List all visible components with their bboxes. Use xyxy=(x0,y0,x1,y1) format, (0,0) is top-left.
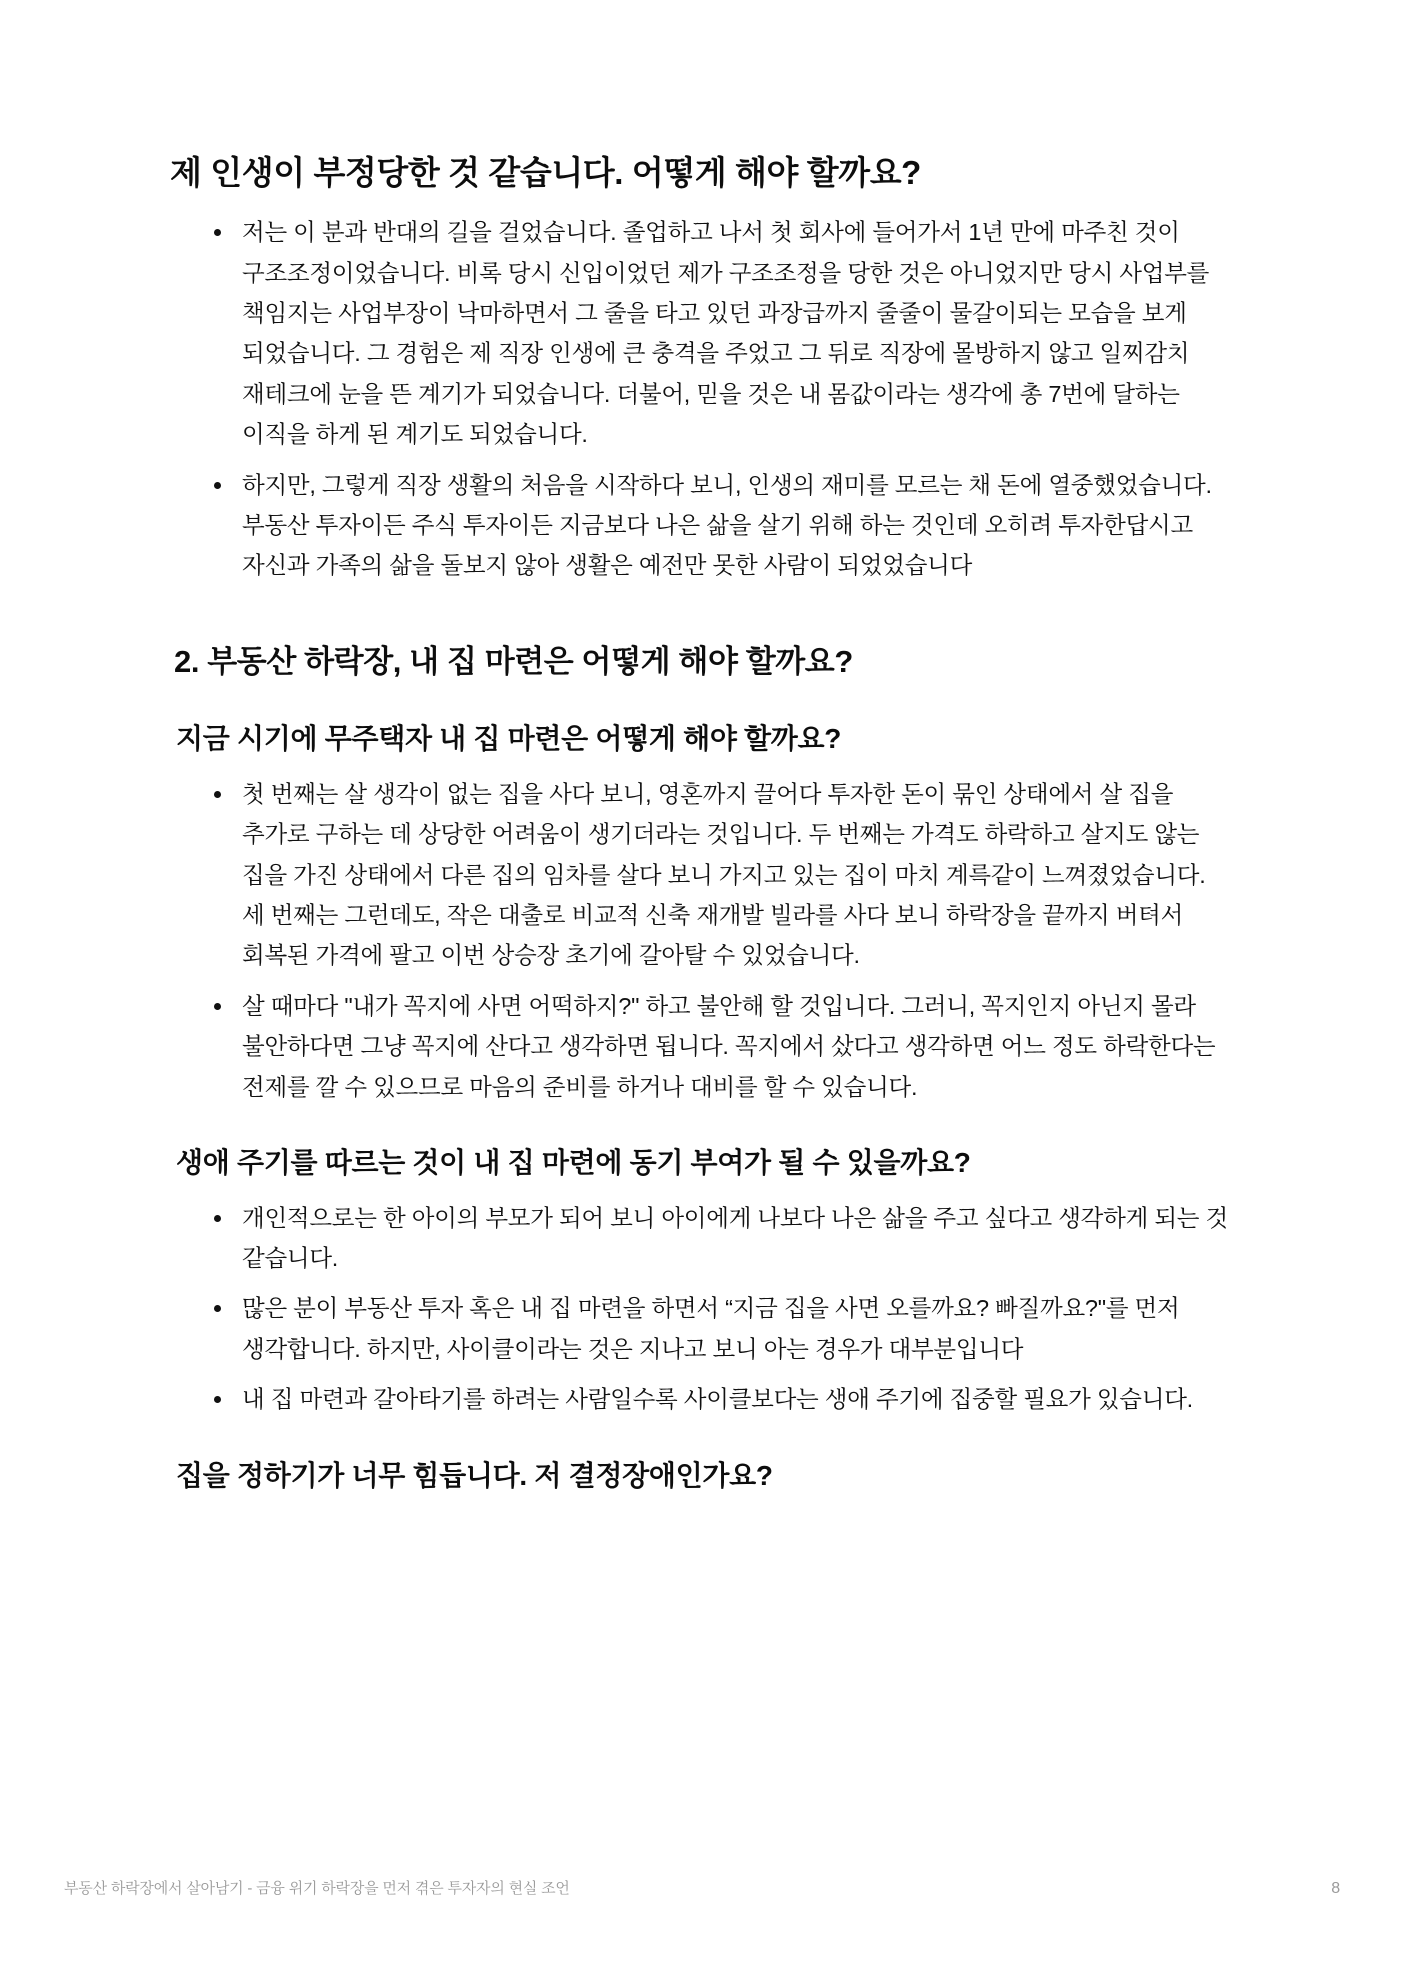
list-item: 저는 이 분과 반대의 길을 걸었습니다. 졸업하고 나서 첫 회사에 들어가서 1년 만에 마주친 것이 구조조정이었습니다. 비록 당시 신입이었던 제가 구조조정을 당한 것은 아니었지만 당시 사업부를 책임지는 사업부장이 낙마하면서 그 줄을 타고 있던 과장급까지 줄줄이 물갈이되는 모습을 보게 되었습니다. 그 경험은 제 직장 인생에 큰 충격을 주었고 그 뒤로 직장에 몰방하지 않고 일찌감치 재테크에 눈을 뜬 계기가 되었습니다. 더불어, 믿을 것은 내 몸값이라는 생각에 총 7번에 달하는 이직을 하게 된 계기도 되었습니다. xyxy=(206,212,1234,454)
list-item: 내 집 마련과 갈아타기를 하려는 사람일수록 사이클보다는 생애 주기에 집중할 필요가 있습니다. xyxy=(206,1379,1234,1419)
page-footer xyxy=(0,1877,1404,1898)
section-list-1 xyxy=(170,212,1234,586)
section-heading-3: 지금 시기에 무주택자 내 집 마련은 어떻게 해야 할까요? xyxy=(176,723,842,755)
section-heading-5: 집을 정하기가 너무 힘듭니다. 저 결정장애인가요? xyxy=(176,1459,773,1491)
footer-caption: 부동산 하락장에서 살아남기 - 금융 위기 하락장을 먼저 겪은 투자자의 현실 조언 xyxy=(64,1880,570,1897)
list-item: 많은 분이 부동산 투자 혹은 내 집 마련을 하면서 “지금 집을 사면 오를까요? 빠질까요?"를 먼저 생각합니다. 하지만, 사이클이라는 것은 지나고 보니 아는 경우가 대부분입니다 xyxy=(206,1288,1234,1369)
section-list-4 xyxy=(170,1198,1234,1420)
section-heading-2: 2. 부동산 하락장, 내 집 마련은 어떻게 해야 할까요? xyxy=(174,643,853,679)
list-item: 첫 번째는 살 생각이 없는 집을 사다 보니, 영혼까지 끌어다 투자한 돈이 묶인 상태에서 살 집을 추가로 구하는 데 상당한 어려움이 생기더라는 것입니다. 두 번째는 가격도 하락하고 살지도 않는 집을 가진 상태에서 다른 집의 임차를 살다 보니 가지고 있는 집이 마치 계륵같이 느껴졌었습니다. 세 번째는 그런데도, 작은 대출로 비교적 신축 재개발 빌라를 사다 보니 하락장을 끝까지 버텨서 회복된 가격에 팔고 이번 상승장 초기에 갈아탈 수 있었습니다. xyxy=(206,774,1234,976)
list-item: 하지만, 그렇게 직장 생활의 처음을 시작하다 보니, 인생의 재미를 모르는 채 돈에 열중했었습니다. 부동산 투자이든 주식 투자이든 지금보다 나은 삶을 살기 위해 하는 것인데 오히려 투자한답시고 자신과 가족의 삶을 돌보지 않아 생활은 예전만 못한 사람이 되었었습니다 xyxy=(206,465,1234,586)
section-list-3 xyxy=(170,774,1234,1107)
section-heading-1: 제 인생이 부정당한 것 같습니다. 어떻게 해야 할까요? xyxy=(170,154,921,191)
list-item: 살 때마다 "내가 꼭지에 사면 어떡하지?" 하고 불안해 할 것입니다. 그러니, 꼭지인지 아닌지 몰라 불안하다면 그냥 꼭지에 산다고 생각하면 됩니다. 꼭지에서 샀다고 생각하면 어느 정도 하락한다는 전제를 깔 수 있으므로 마음의 준비를 하거나 대비를 할 수 있습니다. xyxy=(206,986,1234,1107)
list-item: 개인적으로는 한 아이의 부모가 되어 보니 아이에게 나보다 나은 삶을 주고 싶다고 생각하게 되는 것 같습니다. xyxy=(206,1198,1234,1279)
section-heading-4: 생애 주기를 따르는 것이 내 집 마련에 동기 부여가 될 수 있을까요? xyxy=(176,1147,971,1179)
page-number: 8 xyxy=(1331,1880,1340,1897)
